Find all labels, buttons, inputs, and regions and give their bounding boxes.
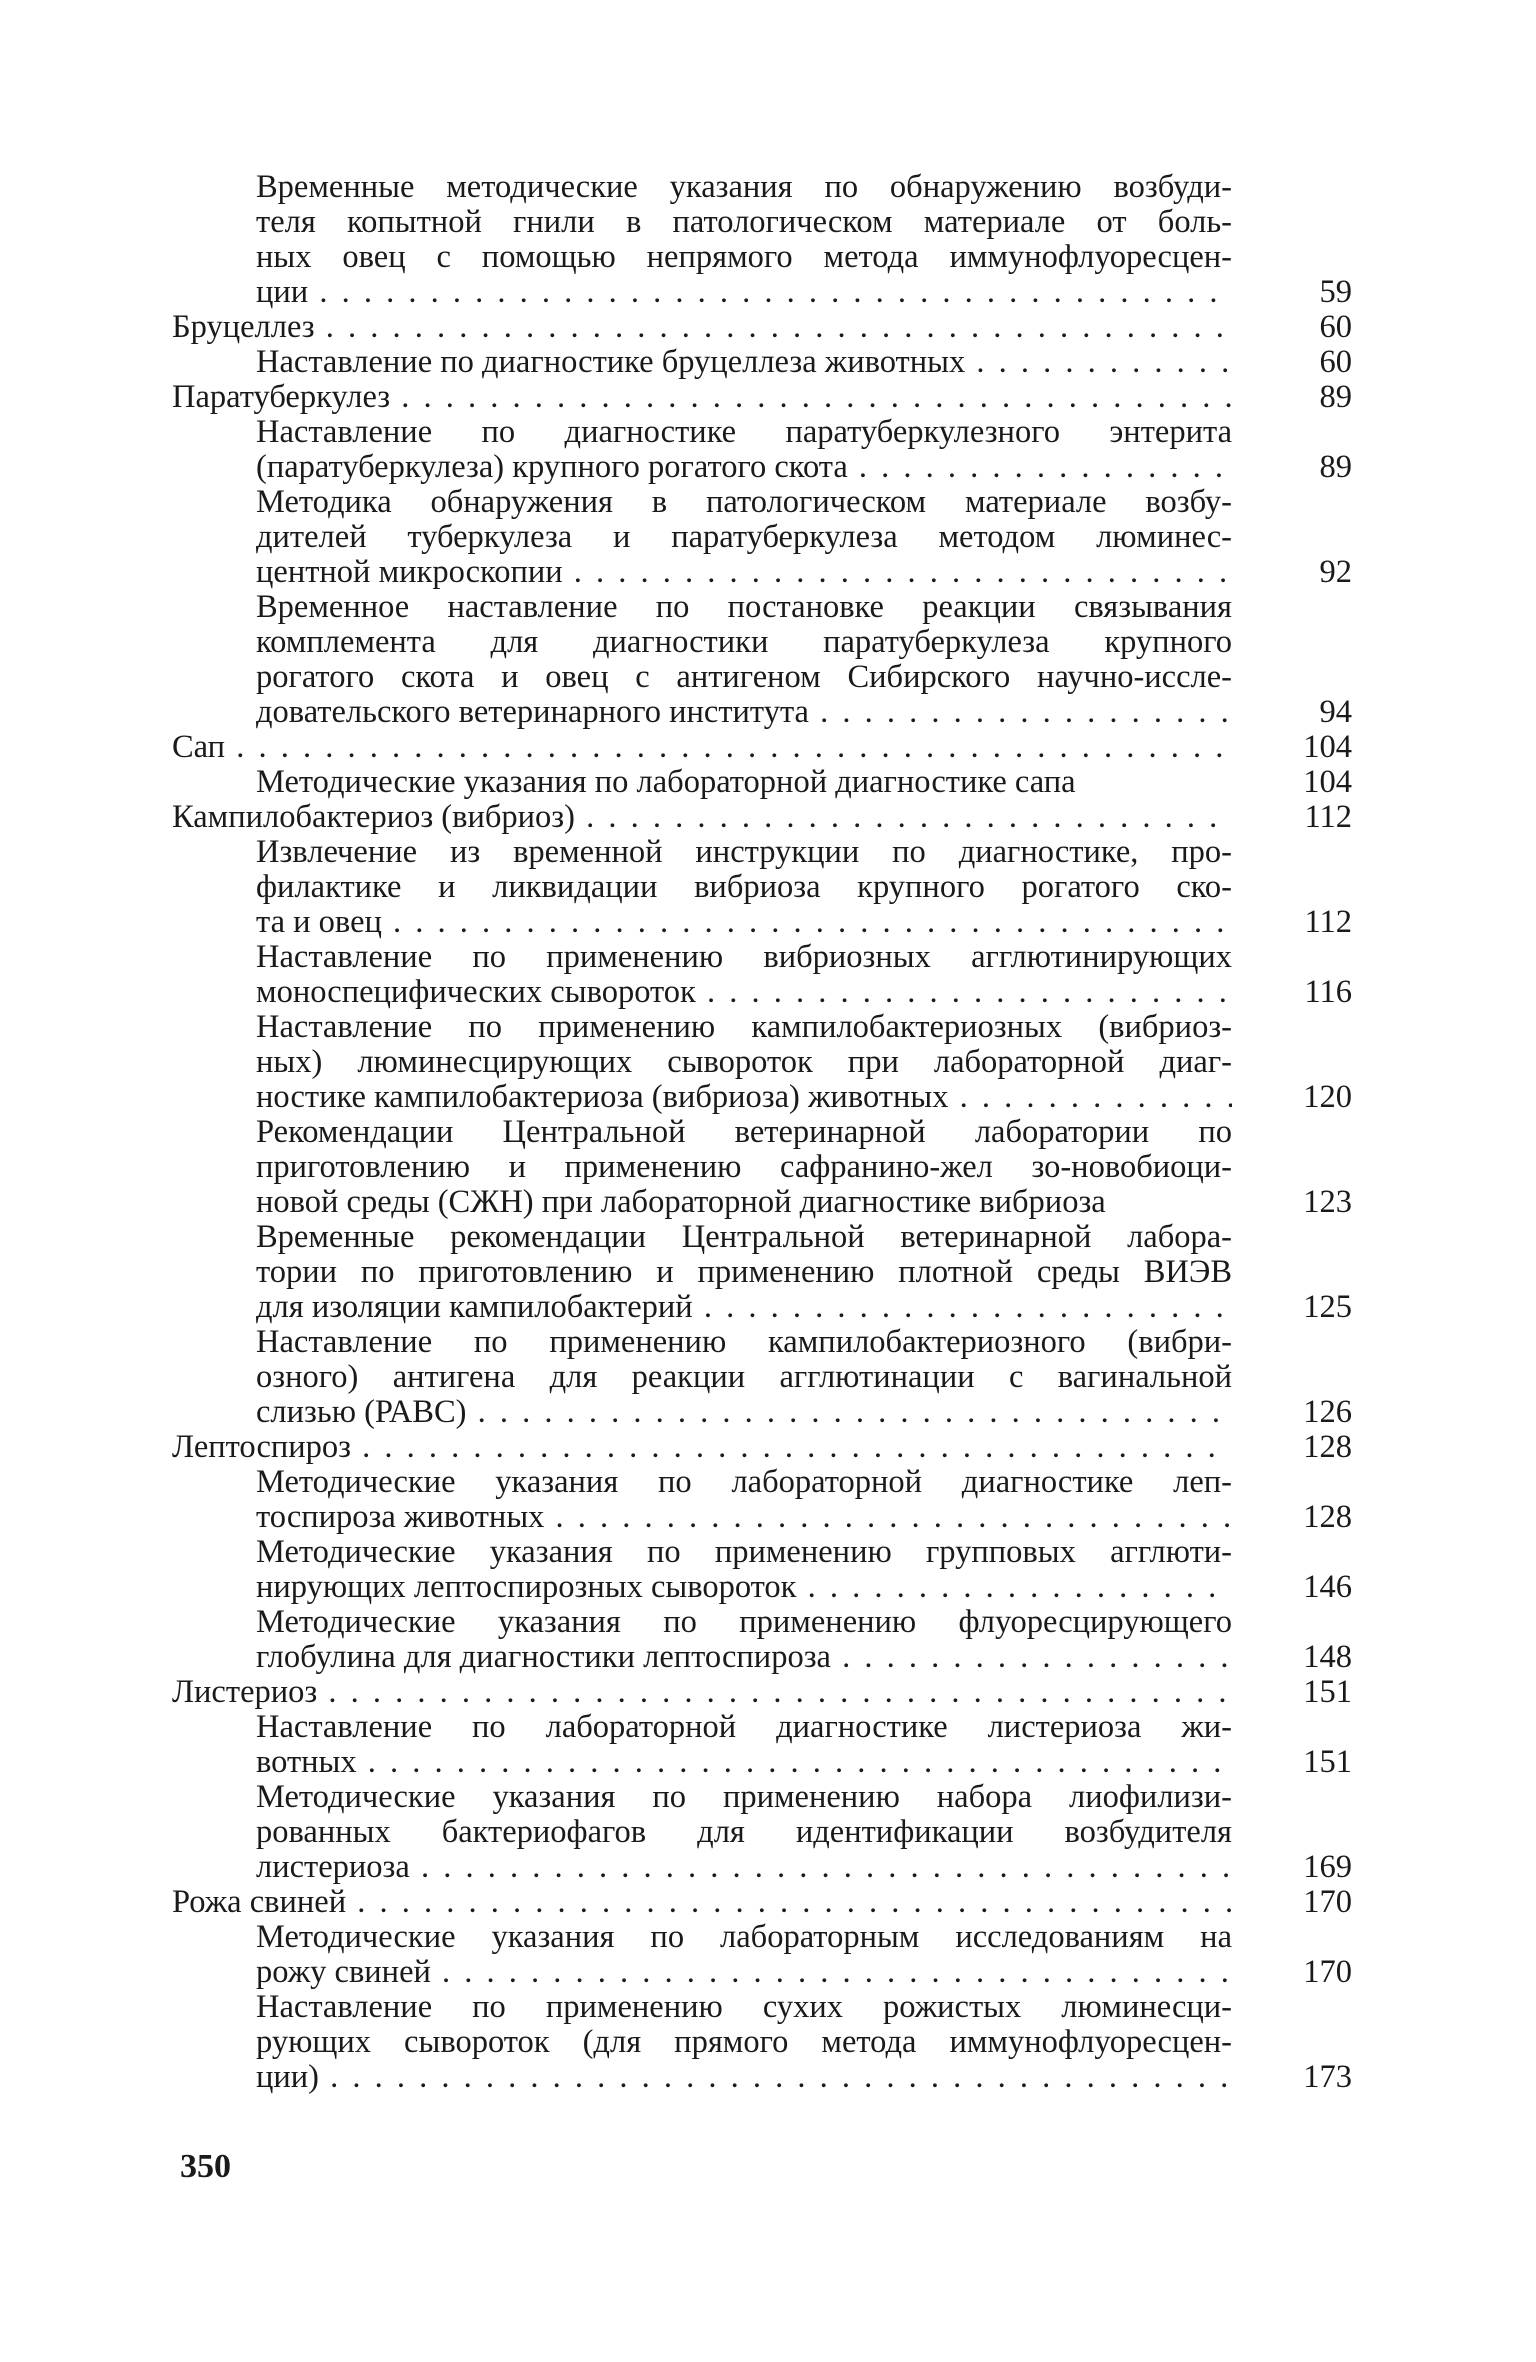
toc-item [172,940,1352,1010]
toc-page-number: 169 [1303,1849,1352,1885]
toc-entry-text [172,310,1232,345]
toc-entry-text [256,1535,1232,1605]
toc-page-number: 123 [1303,1184,1352,1220]
toc-entry-text [172,1675,1232,1710]
toc-item [172,345,1352,380]
toc-entry-line: ных) люминесцирующих сывороток при лабораторной диаг- [256,1044,1232,1080]
toc-entry-text [256,1780,1232,1885]
toc-entry-text [256,1010,1232,1115]
toc-entry-line: комплемента для диагностики паратуберкулеза крупного [256,624,1232,660]
toc-entry-text [172,1885,1232,1920]
toc-item [172,765,1352,800]
toc-entry-last-line: Рожа свиней . . . [172,1885,1232,1920]
toc-page-number: 170 [1303,1954,1352,1990]
toc-page-number: 92 [1319,554,1352,590]
toc-entry-text [256,1605,1232,1675]
toc-entry-text [256,1710,1232,1780]
toc-item [172,1710,1352,1780]
toc-entry-text [256,1990,1232,2095]
toc-page-number: 60 [1319,344,1352,380]
toc-entry-last-line: Кампилобактериоз (вибриоз) . . . [172,800,1232,835]
toc-item [172,1220,1352,1325]
toc-item [172,485,1352,590]
toc-entry-line: Временное наставление по постановке реакции связывания [256,590,1232,625]
toc-entry-text [256,1220,1232,1325]
toc-entry-line: Методические указания по лабораторной диагностике леп- [256,1465,1232,1500]
toc-item [172,1115,1352,1220]
toc-section [172,1675,1352,1710]
toc-page-number: 151 [1303,1744,1352,1780]
toc-entry-last-line: Паратуберкулез . . . [172,380,1232,415]
toc-page-number: 89 [1319,449,1352,485]
toc-page-number: 120 [1303,1079,1352,1115]
toc-entry-text [256,835,1232,940]
toc-entry-line: теля копытной гнили в патологическом материале от боль- [256,204,1232,240]
toc-entry-text [256,485,1232,590]
toc-item [172,590,1352,730]
toc-entry-line: тории по приготовлению и применению плотной среды ВИЭВ [256,1254,1232,1290]
toc-entry-line: ных овец с помощью непрямого метода иммунофлуоресцен- [256,239,1232,275]
toc-page-number: 148 [1303,1639,1352,1675]
toc-entry-line: Извлечение из временной инструкции по диагностике, про- [256,835,1232,870]
toc-entry-text [256,345,1232,380]
toc-entry-line: Временные методические указания по обнаружению возбуди- [256,170,1232,205]
toc-item [172,170,1352,310]
toc-entry-line: озного) антигена для реакции агглютинации с вагинальной [256,1359,1232,1395]
toc-entry-last-line: Сап . . . [172,730,1232,765]
toc-entry-last-line: тоспироза животных . . . [256,1500,1232,1535]
table-of-contents [172,170,1352,2095]
toc-entry-last-line: глобулина для диагностики лептоспироза . . . [256,1640,1232,1675]
toc-entry-line: рогатого скота и овец с антигеном Сибирского научно-иссле- [256,659,1232,695]
toc-entry-line: Наставление по применению кампилобактериозного (вибри- [256,1325,1232,1360]
toc-entry-text [256,1325,1232,1430]
toc-entry-line: Методические указания по применению флуоресцирующего [256,1605,1232,1640]
toc-entry-last-line: для изоляции кампилобактерий . . . [256,1290,1232,1325]
toc-entry-line: Методика обнаружения в патологическом материале возбу- [256,485,1232,520]
toc-page-number: 104 [1303,764,1352,800]
toc-entry-last-line: Лептоспироз . . . [172,1430,1232,1465]
toc-entry-line: Наставление по применению сухих рожистых люминесци- [256,1990,1232,2025]
toc-page-number: 94 [1319,694,1352,730]
toc-entry-last-line: довательского ветеринарного института . . . [256,695,1232,730]
toc-entry-last-line: (паратуберкулеза) крупного рогатого скота . . . [256,450,1232,485]
toc-entry-line: Методические указания по применению групповых агглюти- [256,1535,1232,1570]
toc-entry-text [256,940,1232,1010]
toc-entry-last-line: рожу свиней . . . [256,1955,1232,1990]
toc-page-number: 116 [1304,974,1352,1010]
toc-entry-text [256,1465,1232,1535]
toc-entry-text [172,1430,1232,1465]
toc-entry-text [172,380,1232,415]
toc-entry-line: рующих сывороток (для прямого метода иммунофлуоресцен- [256,2024,1232,2060]
toc-page-number: 60 [1319,309,1352,345]
toc-entry-line: Методические указания по лабораторным исследованиям на [256,1920,1232,1955]
toc-page-number: 128 [1303,1499,1352,1535]
toc-item [172,1780,1352,1885]
toc-entry-last-line: моноспецифических сывороток . . . [256,975,1232,1010]
toc-entry-text [256,1115,1232,1220]
toc-entry-last-line: новой среды (СЖН) при лабораторной диагностике вибриоза [256,1185,1106,1220]
toc-entry-text [172,800,1232,835]
toc-entry-line: рованных бактериофагов для идентификации возбудителя [256,1814,1232,1850]
toc-entry-last-line: центной микроскопии . . . [256,555,1232,590]
toc-entry-text [172,730,1232,765]
toc-entry-last-line: ции) . . . [256,2060,1232,2095]
toc-entry-last-line: вотных . . . [256,1745,1232,1780]
toc-section [172,1430,1352,1465]
toc-entry-line: филактике и ликвидации вибриоза крупного рогатого ско- [256,869,1232,905]
toc-entry-last-line: листериоза . . . [256,1850,1232,1885]
toc-entry-last-line: Наставление по диагностике бруцеллеза животных . . . [256,345,1232,380]
toc-entry-line: Наставление по применению кампилобактериозных (вибриоз- [256,1010,1232,1045]
toc-section [172,1885,1352,1920]
toc-entry-line: дителей туберкулеза и паратуберкулеза методом люминес- [256,519,1232,555]
toc-entry-last-line: ностике кампилобактериоза (вибриоза) животных . . . [256,1080,1232,1115]
toc-entry-last-line: нирующих лептоспирозных сывороток . . . [256,1570,1232,1605]
toc-item [172,1920,1352,1990]
toc-entry-text [256,765,1232,800]
toc-item [172,1010,1352,1115]
toc-item [172,1990,1352,2095]
toc-page-number: 126 [1303,1394,1352,1430]
toc-item [172,1465,1352,1535]
toc-page-number: 125 [1303,1289,1352,1325]
toc-entry-last-line: Методические указания по лабораторной диагностике сапа [256,765,1076,800]
toc-page-number: 146 [1303,1569,1352,1605]
toc-page-number: 173 [1303,2059,1352,2095]
toc-item [172,1605,1352,1675]
toc-section [172,730,1352,765]
toc-entry-line: Методические указания по применению набора лиофилизи- [256,1780,1232,1815]
toc-entry-last-line: та и овец . . . [256,905,1232,940]
toc-entry-last-line: ции . . . [256,275,1232,310]
toc-entry-last-line: Бруцеллез . . . [172,310,1232,345]
toc-section [172,380,1352,415]
toc-section [172,310,1352,345]
toc-entry-text [256,590,1232,730]
toc-entry-text [256,170,1232,310]
toc-item [172,415,1352,485]
toc-entry-last-line: Листериоз . . . [172,1675,1232,1710]
toc-item [172,1325,1352,1430]
toc-item [172,835,1352,940]
toc-page-number: 59 [1319,274,1352,310]
toc-page-number: 112 [1304,799,1352,835]
page-number: 350 [180,2148,231,2185]
toc-entry-line: приготовлению и применению сафранино-жел зо-новобиоци- [256,1149,1232,1185]
toc-entry-text [256,415,1232,485]
toc-entry-line: Наставление по лабораторной диагностике листериоза жи- [256,1710,1232,1745]
toc-entry-text [256,1920,1232,1990]
toc-section [172,800,1352,835]
toc-item [172,1535,1352,1605]
toc-entry-line: Наставление по применению вибриозных агглютинирующих [256,940,1232,975]
toc-page-number: 128 [1303,1429,1352,1465]
toc-page-number: 112 [1304,904,1352,940]
toc-page-number: 151 [1303,1674,1352,1710]
toc-page-number: 89 [1319,379,1352,415]
toc-page-number: 170 [1303,1884,1352,1920]
toc-entry-last-line: слизью (РАВС) . . . [256,1395,1232,1430]
toc-page-number: 104 [1303,729,1352,765]
toc-entry-line: Наставление по диагностике паратуберкулезного энтерита [256,415,1232,450]
toc-entry-line: Временные рекомендации Центральной ветеринарной лабора- [256,1220,1232,1255]
toc-entry-line: Рекомендации Центральной ветеринарной лаборатории по [256,1115,1232,1150]
